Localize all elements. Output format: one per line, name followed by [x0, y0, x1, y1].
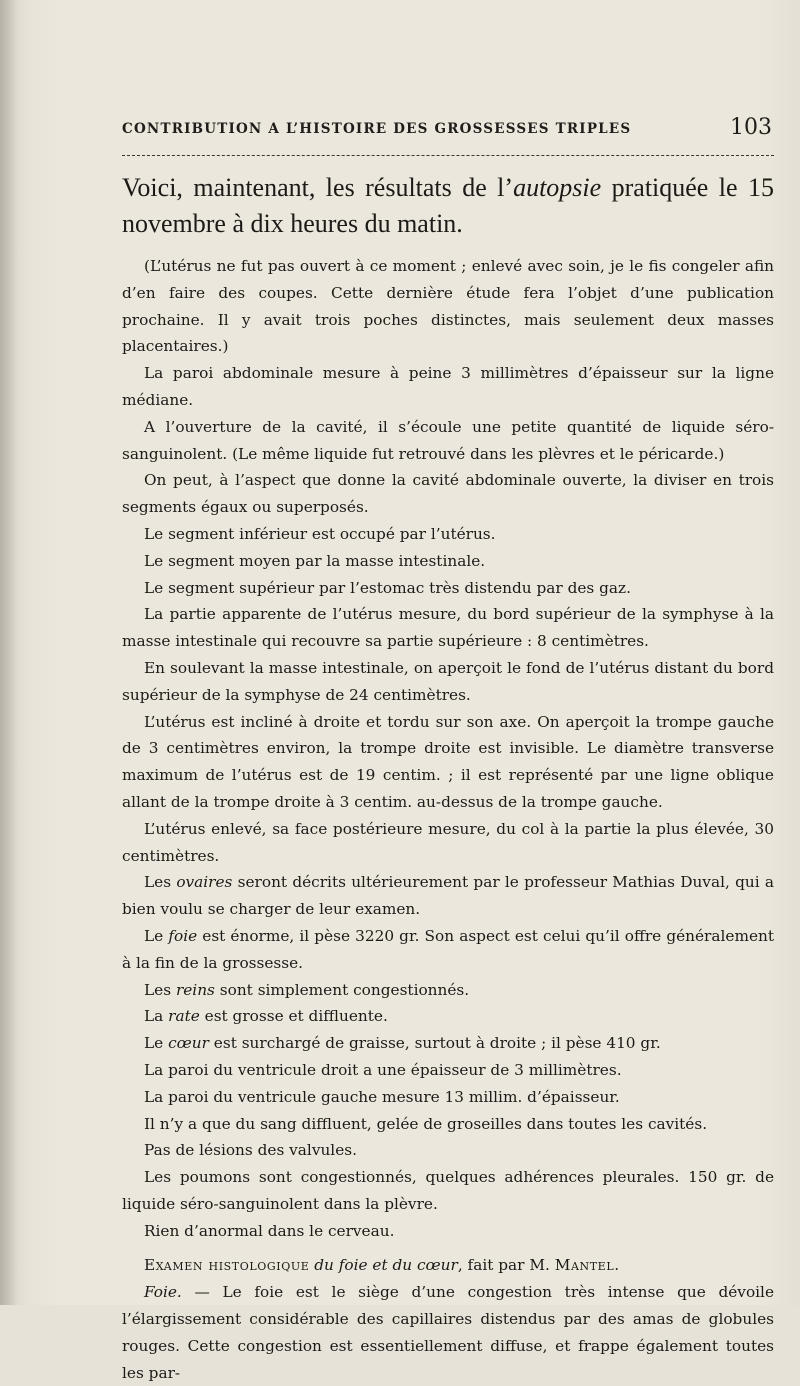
histology-end: .: [614, 1256, 620, 1275]
paragraph-italic-term: ovaires: [176, 873, 233, 892]
paragraph-text: (L’utérus ne fut pas ouvert à ce moment ; enlevé avec soin, je le fis congeler afin d’en faire des coupes. Cette dernière étude fera l’objet d’une publication prochaine. Il y avait trois poches distinctes, mais seulement deux masses placentaires.): [122, 257, 774, 356]
paragraph-text: Les poumons sont congestionnés, quelques adhérences pleurales. 150 gr. de liquide séro-sanguinolent dans la plèvre.: [122, 1168, 774, 1213]
body-paragraph: [122, 414, 774, 468]
paragraph-prefix: Le: [144, 926, 169, 945]
body-paragraph: [122, 601, 774, 655]
paragraph-text: On peut, à l’aspect que donne la cavité abdominale ouverte, la diviser en trois segments égaux ou superposés.: [122, 471, 774, 517]
lead-part-2: pratiquée le 15 novembre à dix heures du matin.: [122, 173, 774, 238]
body-text: [122, 253, 774, 1386]
paragraph-italic-term: foie: [168, 926, 198, 945]
examiner-name: Mantel: [554, 1256, 615, 1275]
body-paragraph: [122, 709, 774, 816]
paragraph-text: La partie apparente de l’utérus mesure, du bord supérieur de la symphyse à la masse intestinale qui recouvre sa partie supérieure : 8 centimètres.: [122, 605, 774, 651]
body-paragraph: [122, 1137, 774, 1164]
paragraph-prefix: Les: [144, 980, 176, 999]
paragraph-prefix: Les: [144, 873, 177, 892]
body-paragraph: [122, 253, 774, 360]
paragraph-text: Le segment moyen par la masse intestinale.: [144, 551, 486, 570]
body-paragraph: [122, 1003, 774, 1030]
lead-paragraph: [122, 170, 774, 242]
body-paragraph: [122, 655, 774, 709]
paragraph-text: sont simplement congestionnés.: [214, 980, 470, 999]
lead-italic: autopsie: [513, 173, 602, 202]
paragraph-prefix: La: [144, 1007, 169, 1026]
paragraph-text: La paroi du ventricule gauche mesure 13 millim. d’épaisseur.: [144, 1087, 620, 1106]
running-title: CONTRIBUTION A L’HISTOIRE DES GROSSESSES TRIPLES: [122, 121, 632, 137]
paragraph-italic-term: rate: [168, 1007, 200, 1026]
paragraph-italic-term: cœur: [168, 1034, 209, 1053]
paragraph-text: est grosse et diffluente.: [199, 1007, 388, 1026]
body-paragraph: [122, 467, 774, 521]
paragraph-prefix: Le: [144, 1034, 169, 1053]
paragraph-text: Le segment inférieur est occupé par l’utérus.: [144, 524, 496, 543]
body-paragraph: [122, 1057, 774, 1084]
body-paragraph: [122, 977, 774, 1004]
page-number: 103: [730, 115, 772, 140]
liver-label: Foie.: [144, 1283, 182, 1302]
liver-paragraph: [122, 1279, 774, 1386]
paragraph-text: Pas de lésions des valvules.: [144, 1141, 357, 1160]
body-paragraph: [122, 1030, 774, 1057]
body-paragraph: [122, 575, 774, 602]
body-paragraph: [122, 360, 774, 414]
paragraph-text: est énorme, il pèse 3220 gr. Son aspect est celui qu’il offre généralement à la fin de la grossesse.: [122, 926, 774, 972]
histology-italic: du foie et du cœur: [309, 1256, 458, 1275]
gutter-shadow: [0, 0, 18, 1305]
histology-heading: [122, 1252, 774, 1279]
histology-smallcaps: Examen histologique: [144, 1256, 310, 1275]
paragraph-text: seront décrits ultérieurement par le professeur Mathias Duval, qui a bien voulu se charger de leur examen.: [122, 873, 774, 919]
paragraph-list: [122, 253, 774, 1244]
section-gap: [122, 1244, 774, 1252]
body-paragraph: [122, 1111, 774, 1138]
running-head: [122, 113, 772, 143]
paragraph-text: La paroi abdominale mesure à peine 3 millimètres d’épaisseur sur la ligne médiane.: [122, 364, 774, 409]
paragraph-text: En soulevant la masse intestinale, on aperçoit le fond de l’utérus distant du bord supérieur de la symphyse de 24 centimètres.: [122, 658, 774, 704]
body-paragraph: [122, 1218, 774, 1245]
paragraph-text: A l’ouverture de la cavité, il s’écoule une petite quantité de liquide séro-sanguinolent. (Le même liquide fut retrouvé dans les plèvres et le péricarde.): [122, 417, 774, 463]
paragraph-text: Rien d’anormal dans le cerveau.: [144, 1221, 395, 1240]
paragraph-text: L’utérus est incliné à droite et tordu sur son axe. On aperçoit la trompe gauche de 3 centimètres environ, la trompe droite est invisible. Le diamètre transverse maximum de l’utérus est de 19 centim. ; il est représenté par une ligne oblique allant de la trompe droite à 3 centim. au-dessus de la trompe gauche.: [122, 712, 774, 811]
paragraph-text: La paroi du ventricule droit a une épaisseur de 3 millimètres.: [144, 1060, 622, 1079]
body-paragraph: [122, 521, 774, 548]
paragraph-italic-term: reins: [175, 980, 215, 999]
paragraph-text: Il n’y a que du sang diffluent, gelée de groseilles dans toutes les cavités.: [144, 1114, 708, 1133]
histology-rest: , fait par M.: [457, 1256, 555, 1275]
header-rule: [122, 155, 774, 156]
liver-text: — Le foie est le siège d’une congestion très intense que dévoile l’élargissement considérable des capillaires distendus par des amas de globules rouges. Cette congestion est essentiellement diffuse, et frappe également toutes les par-: [122, 1283, 774, 1382]
body-paragraph: [122, 1084, 774, 1111]
body-paragraph: [122, 1164, 774, 1218]
lead-part-1: Voici, maintenant, les résultats de l’: [122, 173, 514, 202]
paragraph-text: L’utérus enlevé, sa face postérieure mesure, du col à la partie la plus élevée, 30 centimètres.: [122, 819, 774, 865]
body-paragraph: [122, 548, 774, 575]
paragraph-text: est surchargé de graisse, surtout à droite ; il pèse 410 gr.: [208, 1034, 661, 1053]
body-paragraph: [122, 816, 774, 870]
body-paragraph: [122, 923, 774, 977]
paragraph-text: Le segment supérieur par l’estomac très distendu par des gaz.: [144, 578, 631, 597]
body-paragraph: [122, 869, 774, 923]
